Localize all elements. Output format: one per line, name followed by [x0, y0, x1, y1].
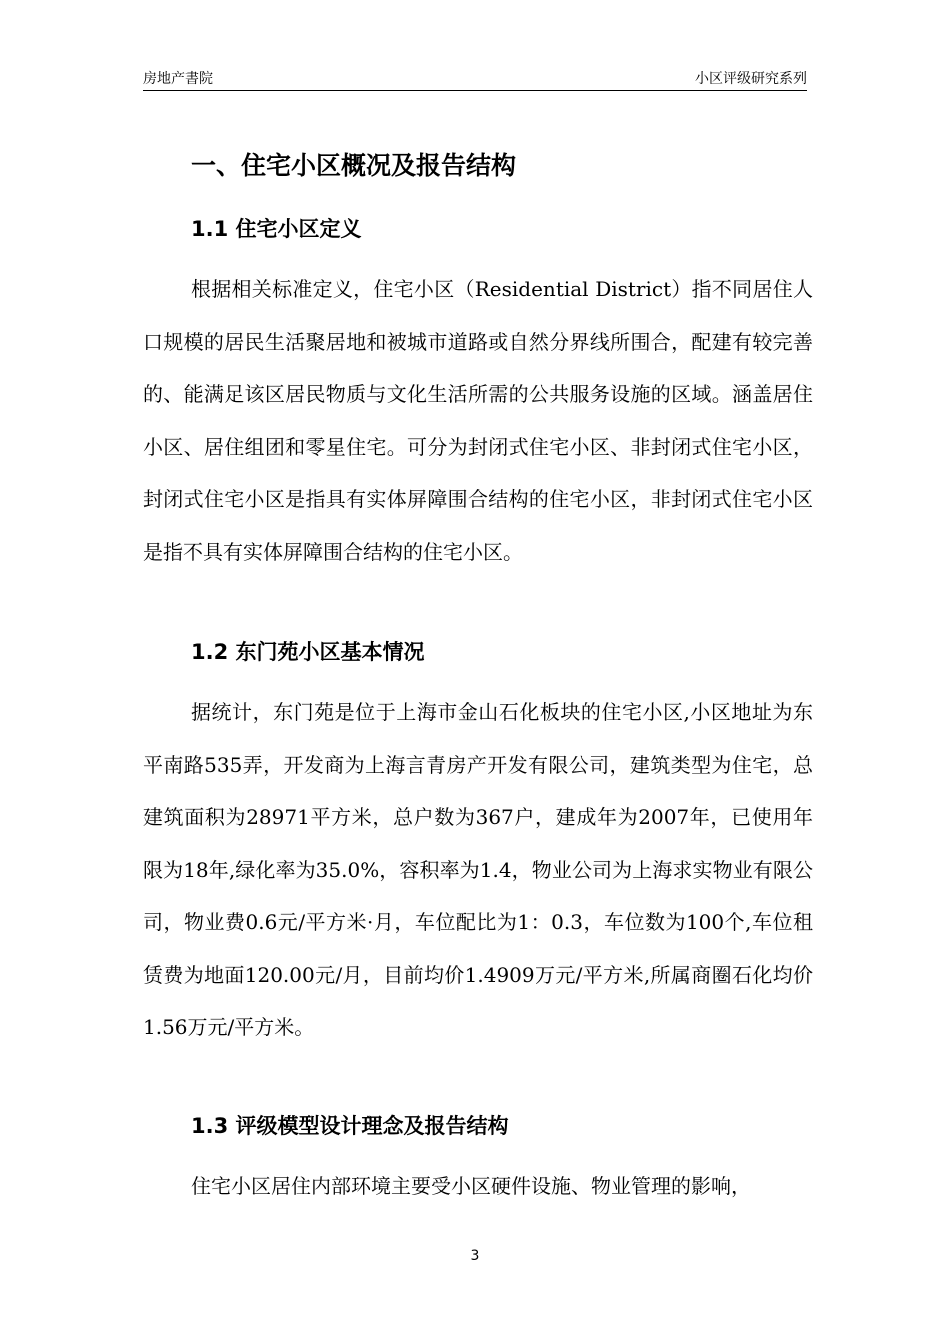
heading-1-2: 1.2 东门苑小区基本情况 [191, 640, 425, 664]
heading-1-1: 1.1 住宅小区定义 [191, 217, 362, 241]
header-right-text: 小区评级研究系列 [695, 71, 807, 87]
paragraph-1-1: 根据相关标准定义，住宅小区（Residential District）指不同居住人口规模的居民生活聚居地和被城市道路或自然分界线所围合，配建有较完善的、能满足该区居民物质与文化生活所需的公共服务设施的区域。涵盖居住小区、居住组团和零星住宅。可分为封闭式住宅小区、非封闭式住宅小区，封闭式住宅小区是指具有实体屏障围合结构的住宅小区，非封闭式住宅小区是指不具有实体屏障围合结构的住宅小区。 [143, 277, 813, 564]
page-number: 3 [470, 1248, 480, 1264]
paragraph-1-2: 据统计，东门苑是位于上海市金山石化板块的住宅小区,小区地址为东平南路535弄，开发商为上海言青房产开发有限公司，建筑类型为住宅，总建筑面积为28971平方米，总户数为367户，建成年为2007年，已使用年限为18年,绿化率为35.0%，容积率为1.4，物业公司为上海求实物业有限公司，物业费0.6元/平方米·月，车位配比为1：0.3，车位数为100个,车位租赁费为地面120.00元/月，目前均价1.4909万元/平方米,所属商圈石化均价1.56万元/平方米。 [143, 700, 813, 1039]
header-left-text: 房地产書院 [143, 71, 213, 87]
page-header [143, 68, 807, 91]
paragraph-1-3: 住宅小区居住内部环境主要受小区硬件设施、物业管理的影响， [191, 1174, 751, 1198]
section-title: 一、住宅小区概况及报告结构 [191, 151, 517, 180]
heading-1-3: 1.3 评级模型设计理念及报告结构 [191, 1114, 509, 1138]
